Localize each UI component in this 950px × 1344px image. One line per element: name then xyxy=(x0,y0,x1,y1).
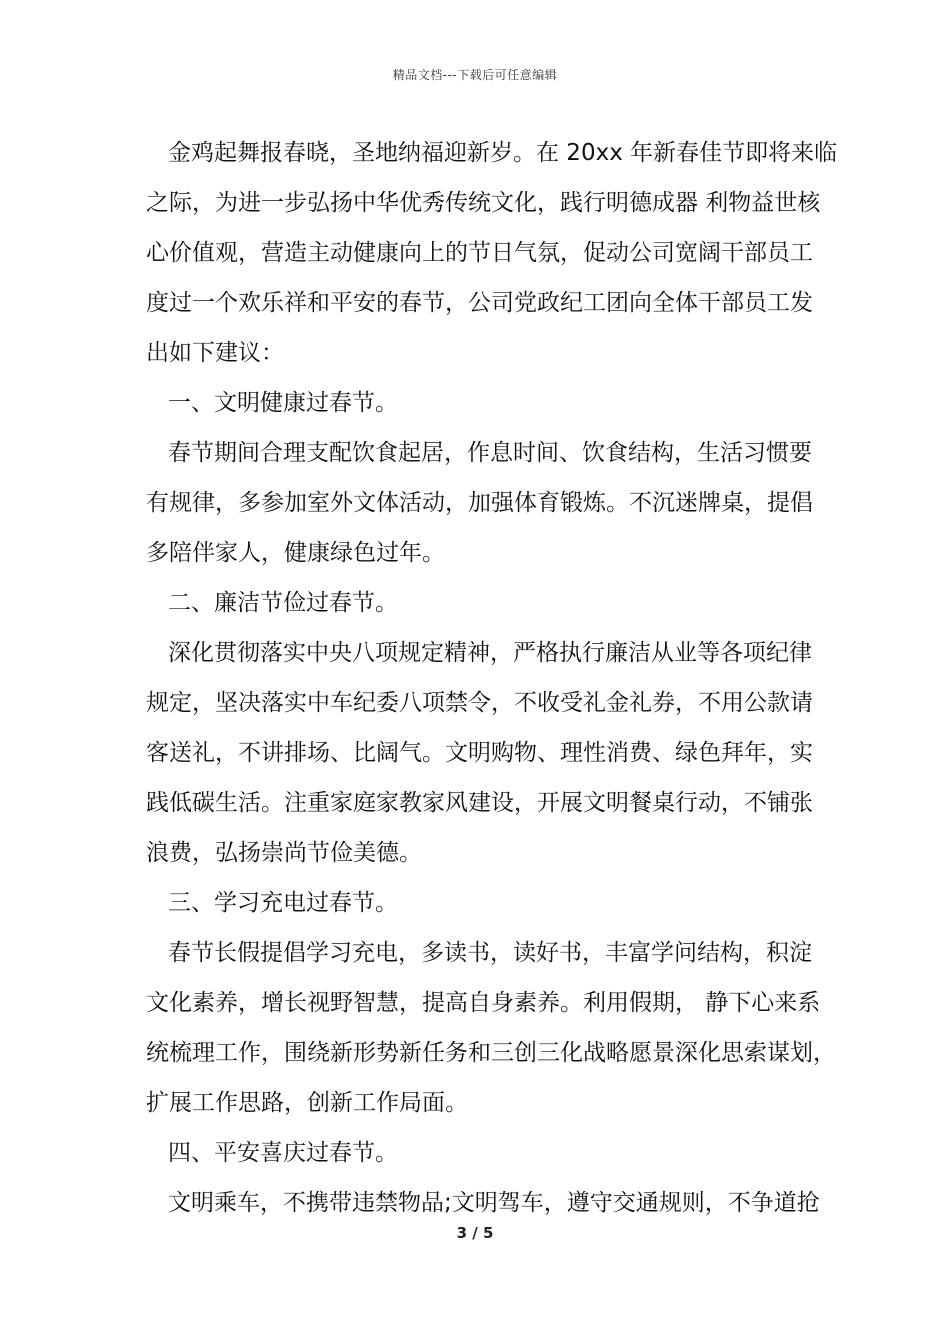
text-line: 扩展工作思路，创新工作局面。 xyxy=(146,1090,468,1116)
page-number: 3 / 5 xyxy=(456,1224,494,1242)
text-line: 金鸡起舞报春晓，圣地纳福迎新岁。在 20xx 年新春佳节即将来临 xyxy=(168,140,838,166)
text-line: 多陪伴家人，健康绿色过年。 xyxy=(146,540,445,566)
document-body xyxy=(146,128,838,1228)
text-line: 之际，为进一步弘扬中华优秀传统文化，践行明德成器 利物益世核 xyxy=(146,190,821,216)
text-line: 客送礼，不讲排场、比阔气。文明购物、理性消费、绿色拜年，实 xyxy=(146,740,813,766)
section-heading: 四、平安喜庆过春节。 xyxy=(168,1140,398,1166)
text-line: 深化贯彻落实中央八项规定精神，严格执行廉洁从业等各项纪律 xyxy=(168,640,812,666)
text-line: 出如下建议： xyxy=(146,340,284,366)
text-line: 浪费，弘扬崇尚节俭美德。 xyxy=(146,840,422,866)
text-line: 规定，坚决落实中车纪委八项禁令，不收受礼金礼券，不用公款请 xyxy=(146,690,813,716)
text-line: 践低碳生活。注重家庭家教家风建设，开展文明餐桌行动，不铺张 xyxy=(146,790,813,816)
text-line: 春节长假提倡学习充电，多读书，读好书，丰富学问结构，积淀 xyxy=(168,940,812,966)
page-header: 精品文档---下载后可任意编辑 xyxy=(392,68,558,82)
text-line: 心价值观，营造主动健康向上的节日气氛，促动公司宽阔干部员工 xyxy=(146,240,813,266)
section-heading: 二、廉洁节俭过春节。 xyxy=(168,590,398,616)
section-heading: 一、文明健康过春节。 xyxy=(168,390,398,416)
section-heading: 三、学习充电过春节。 xyxy=(168,890,398,916)
text-line: 有规律，多参加室外文体活动，加强体育锻炼。不沉迷牌桌，提倡 xyxy=(146,490,813,516)
text-line: 春节期间合理支配饮食起居，作息时间、饮食结构，生活习惯要 xyxy=(168,440,812,466)
text-line: 统梳理工作，围绕新形势新任务和三创三化战略愿景深化思索谋划， xyxy=(146,1040,836,1066)
text-line: 文化素养，增长视野智慧，提高自身素养。利用假期， 静下心来系 xyxy=(146,990,821,1016)
text-line: 文明乘车，不携带违禁物品;文明驾车，遵守交通规则，不争道抢 xyxy=(168,1190,820,1216)
text-line: 度过一个欢乐祥和平安的春节，公司党政纪工团向全体干部员工发 xyxy=(146,290,813,316)
